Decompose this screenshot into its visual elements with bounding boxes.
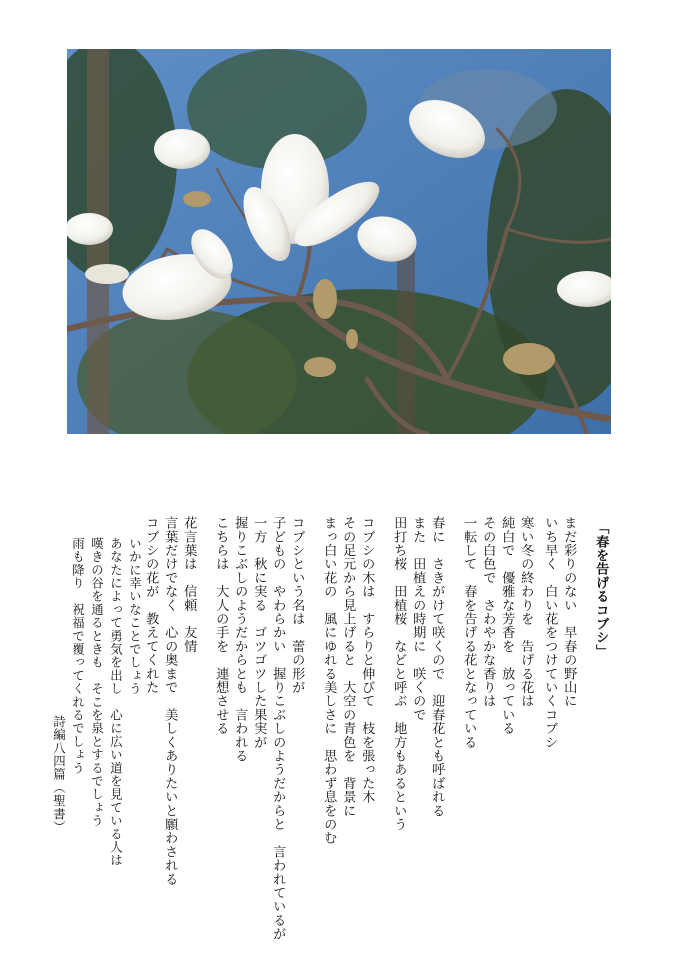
poem-line: コブシの花が 教えてくれた xyxy=(143,516,159,695)
poem-line: 言葉だけでなく 心の奥まで 美しくありたいと願わされる xyxy=(162,516,178,886)
poem-line: 一転して 春を告げる花となっている xyxy=(461,516,477,749)
poem-line: まっ白い花の 風にゆれる美しさに 思わず息をのむ xyxy=(321,516,337,845)
scripture-line: いかに幸いなことでしょう xyxy=(127,537,143,696)
poem-line: こちらは 大人の手を 連想させる xyxy=(213,516,229,736)
poem-line: 寒い冬の終わりを 告げる花は xyxy=(518,516,534,708)
scripture-line: 雨も降り 祝福で覆ってくれるでしょう xyxy=(70,537,86,775)
scripture-source: 詩編八四篇（聖書） xyxy=(51,715,67,834)
poem-line: いち早く 白い花をつけていくコブシ xyxy=(542,516,558,749)
poem-line: まだ彩りのない 早春の野山に xyxy=(561,516,577,708)
poem-title: 「春を告げるコブシ」 xyxy=(593,521,609,658)
scripture-line: 嘆きの谷を通るときも そこを泉とするでしょう xyxy=(89,537,105,828)
poem-line: 子どもの やわらかい 握りこぶしのようだからと 言われているが xyxy=(270,516,286,941)
poem-line: コブシという名は 蕾の形が xyxy=(289,516,305,695)
poem-line: 純白で 優雅な芳香を 放っている xyxy=(499,516,515,736)
poem-line: その白色で さわやかな香りは xyxy=(480,516,496,708)
poem-line: 花言葉は 信頼 友情 xyxy=(181,516,197,653)
poem-line: 握りこぶしのようだからとも 言われる xyxy=(232,516,248,763)
magnolia-photo xyxy=(67,49,611,434)
poem-line: コブシの木は すらりと伸びて 枝を張った木 xyxy=(359,516,375,804)
poem-line: 一方 秋に実る ゴツゴツした果実が xyxy=(251,516,267,749)
poem-line: その足元から見上げると 大空の青色を 背景に xyxy=(340,516,356,818)
poem-line: 春に さきがけて咲くので 迎春花とも呼ばれる xyxy=(429,516,445,818)
scripture-line: あなたによって勇気を出し 心に広い道を見ている人は xyxy=(108,537,124,867)
poem-line: また 田植えの時期に 咲くので xyxy=(410,516,426,722)
poem-line: 田打ち桜 田植桜 などと呼ぶ 地方もあるという xyxy=(391,516,407,832)
